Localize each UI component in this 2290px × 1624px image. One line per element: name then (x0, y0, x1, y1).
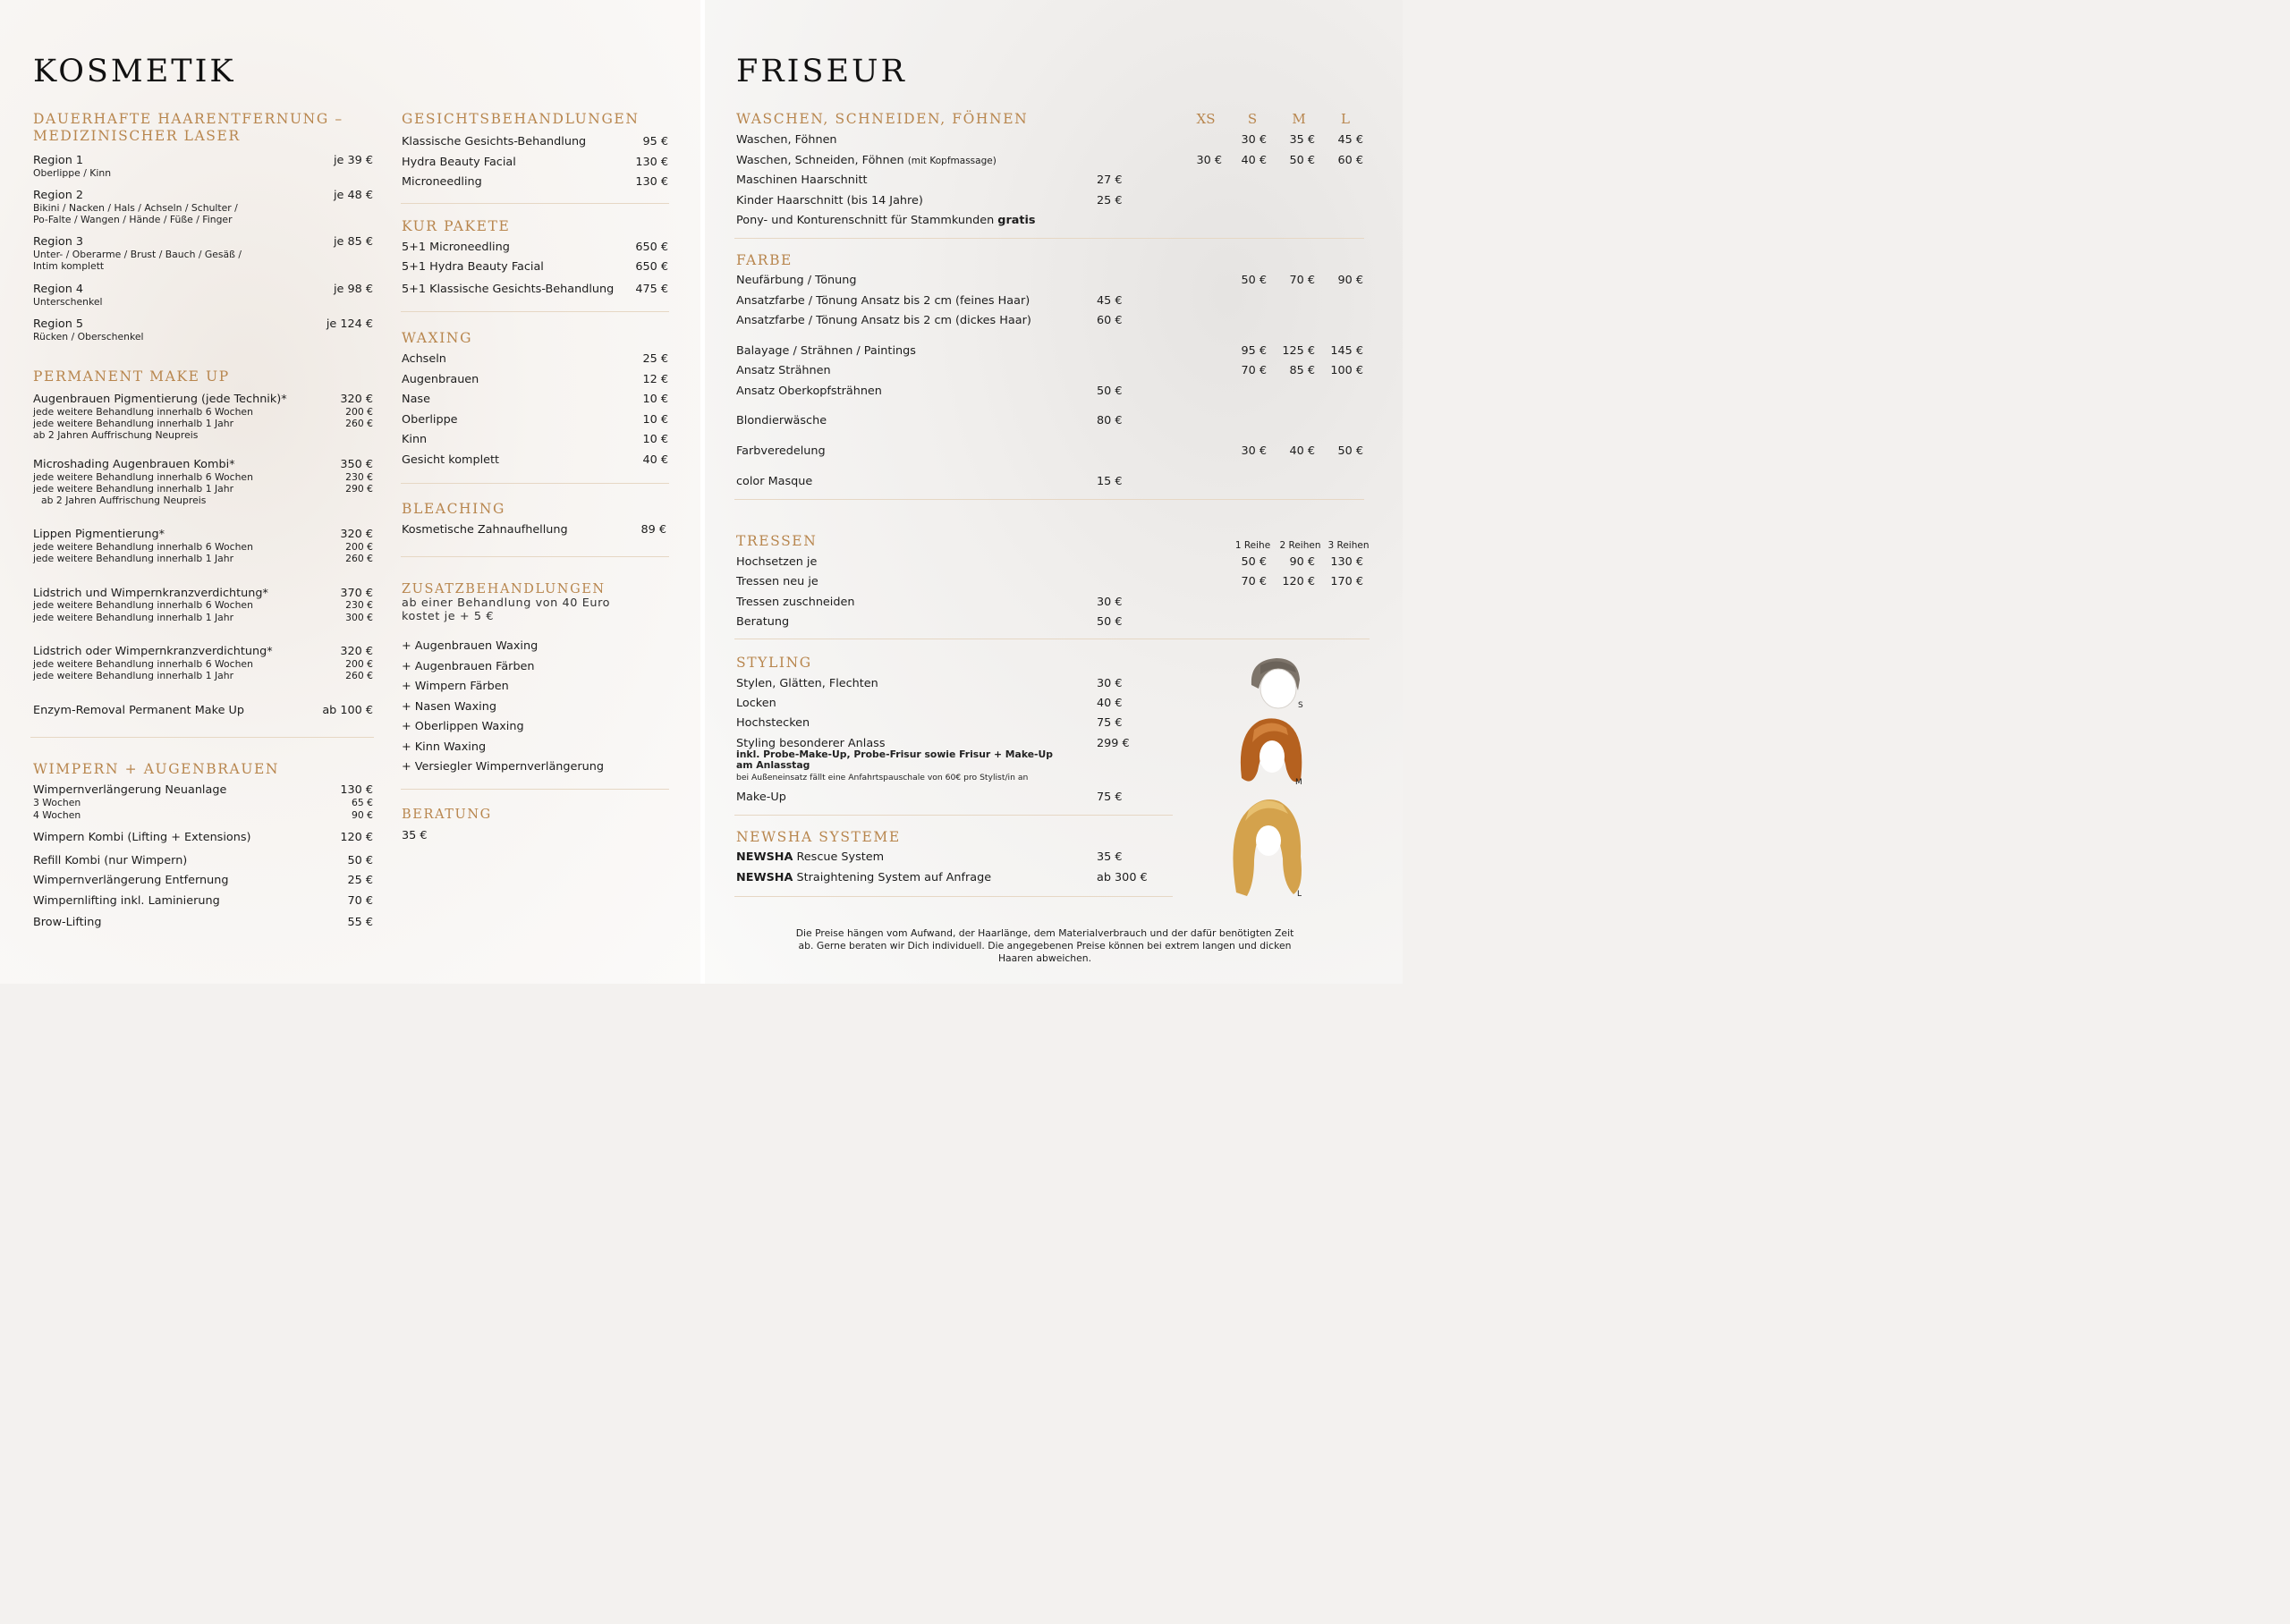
newsha1-price: 35 € (1097, 850, 1123, 864)
pmu3-sub1: jede weitere Behandlung innerhalb 6 Wochen (33, 541, 253, 553)
waschen2-name: Waschen, Schneiden, Föhnen (736, 154, 904, 167)
footer-line1: Die Preise hängen vom Aufwand, der Haarlänge, dem Materialverbrauch und der dafür benötigten Zeit (795, 927, 1294, 939)
pmu6-price: ab 100 € (322, 704, 373, 717)
farbe6-name: Ansatz Oberkopfsträhnen (736, 385, 882, 398)
divider (401, 311, 669, 312)
region5-name: Region 5 (33, 317, 84, 331)
laser-heading (33, 111, 344, 145)
tressen-heading: TRESSEN (736, 533, 818, 549)
farbe-heading: FARBE (736, 252, 793, 268)
wimpern5-name: Wimpernlifting inkl. Laminierung (33, 894, 220, 908)
anlass-note2: am Anlasstag (736, 759, 810, 771)
divider (30, 737, 374, 738)
newsha-heading: NEWSHA SYSTEME (736, 829, 901, 845)
region2-detail: Bikini / Nacken / Hals / Achseln / Schulter / (33, 202, 238, 214)
styling4-name: Styling besonderer Anlass (736, 737, 886, 750)
farbe8-s: 30 € (1241, 444, 1267, 458)
zusatz-item3: + Wimpern Färben (402, 680, 509, 693)
laser-heading-line2: MEDIZINISCHER LASER (33, 128, 241, 144)
tressen1-c3: 130 € (1330, 555, 1363, 569)
wimpern6-name: Brow-Lifting (33, 916, 102, 929)
region3-price: je 85 € (334, 235, 373, 249)
tressen4-name: Beratung (736, 615, 790, 629)
pmu6-name: Enzym-Removal Permanent Make Up (33, 704, 245, 717)
waschen2-s: 40 € (1241, 154, 1267, 167)
waxing4-price: 10 € (642, 413, 668, 427)
farbe1-l: 90 € (1337, 274, 1363, 287)
region4-name: Region 4 (33, 283, 84, 296)
waxing5-name: Kinn (402, 433, 428, 446)
pmu4-sub1-price: 230 € (345, 599, 373, 611)
farbe2-price: 45 € (1097, 294, 1123, 308)
styling-heading: STYLING (736, 655, 812, 671)
waxing1-name: Achseln (402, 352, 446, 366)
farbe7-price: 80 € (1097, 414, 1123, 427)
divider (734, 499, 1364, 500)
divider (401, 483, 669, 484)
col-xs: XS (1196, 111, 1216, 127)
wimpern4-price: 25 € (347, 874, 373, 887)
farbe1-name: Neufärbung / Tönung (736, 274, 857, 287)
wimpern3-price: 50 € (347, 854, 373, 867)
styling3-name: Hochstecken (736, 716, 810, 730)
zusatz-item6: + Kinn Waxing (402, 740, 487, 754)
region1-detail: Oberlippe / Kinn (33, 167, 112, 179)
kosmetik-title: KOSMETIK (33, 54, 236, 89)
kur1-price: 650 € (635, 241, 668, 254)
region3-name: Region 3 (33, 235, 84, 249)
friseur-title: FRISEUR (736, 54, 907, 89)
newsha1-row (736, 850, 884, 865)
tressen3-price: 30 € (1097, 596, 1123, 609)
tressen1-c1: 50 € (1241, 555, 1267, 569)
waschen2-xs: 30 € (1196, 154, 1222, 167)
region2-price: je 48 € (334, 189, 373, 202)
zusatz-heading: ZUSATZBEHANDLUNGEN (402, 582, 606, 596)
divider (401, 556, 669, 557)
tressen-col1: 1 Reihe (1234, 540, 1271, 551)
farbe2-name: Ansatzfarbe / Tönung Ansatz bis 2 cm (feines Haar) (736, 294, 1030, 308)
wimpern1-sub1-price: 65 € (351, 797, 373, 808)
wimpern3-name: Refill Kombi (nur Wimpern) (33, 854, 188, 867)
bleaching-heading: BLEACHING (402, 501, 506, 517)
pmu5-sub1-price: 200 € (345, 658, 373, 670)
tressen-col2: 2 Reihen (1279, 540, 1321, 551)
pmu4-sub1: jede weitere Behandlung innerhalb 6 Wochen (33, 599, 253, 611)
tressen2-c3: 170 € (1330, 575, 1363, 588)
newsha2-brand: NEWSHA (736, 871, 793, 884)
tressen3-name: Tressen zuschneiden (736, 596, 855, 609)
pmu5-sub2: jede weitere Behandlung innerhalb 1 Jahr (33, 670, 234, 681)
pmu2-price: 350 € (340, 458, 373, 471)
bleaching1-price: 89 € (640, 523, 666, 537)
waxing3-price: 10 € (642, 393, 668, 406)
wimpern1-price: 130 € (340, 783, 373, 797)
pmu3-sub2: jede weitere Behandlung innerhalb 1 Jahr (33, 553, 234, 564)
pmu1-sub1-price: 200 € (345, 406, 373, 418)
region1-price: je 39 € (334, 154, 373, 167)
newsha2-name: Straightening System auf Anfrage (793, 871, 992, 884)
divider (401, 203, 669, 204)
footer-line3: Haaren abweichen. (997, 952, 1092, 964)
newsha2-price: ab 300 € (1097, 871, 1148, 884)
region3-detail: Unter- / Oberarme / Brust / Bauch / Gesäß / (33, 249, 242, 260)
waxing-heading: WAXING (402, 330, 473, 346)
beratung-price: 35 € (402, 829, 428, 842)
region3-detail2: Intim komplett (33, 260, 105, 272)
farbe5-s: 70 € (1241, 364, 1267, 377)
wimpern1-sub1: 3 Wochen (33, 797, 81, 808)
waschen3-name: Maschinen Haarschnitt (736, 173, 868, 187)
farbe8-l: 50 € (1337, 444, 1363, 458)
farbe1-s: 50 € (1241, 274, 1267, 287)
pmu2-sub1-price: 230 € (345, 471, 373, 483)
styling5-name: Make-Up (736, 791, 786, 804)
wig-label-s: S (1298, 701, 1303, 710)
styling1-name: Stylen, Glätten, Flechten (736, 677, 878, 690)
gesicht2-name: Hydra Beauty Facial (402, 156, 516, 169)
zusatz-item4: + Nasen Waxing (402, 700, 496, 714)
waxing2-name: Augenbrauen (402, 373, 479, 386)
kur3-price: 475 € (635, 283, 668, 296)
region4-price: je 98 € (334, 283, 373, 296)
pmu5-sub2-price: 260 € (345, 670, 373, 681)
divider (734, 238, 1364, 239)
waxing4-name: Oberlippe (402, 413, 458, 427)
pmu2-sub1: jede weitere Behandlung innerhalb 6 Wochen (33, 471, 253, 483)
waschen5-row (736, 214, 1036, 228)
kosmetik-page (0, 0, 700, 984)
pmu3-sub1-price: 200 € (345, 541, 373, 553)
wimpern1-sub2: 4 Wochen (33, 809, 81, 821)
pmu4-price: 370 € (340, 587, 373, 600)
tressen4-price: 50 € (1097, 615, 1123, 629)
farbe6-price: 50 € (1097, 385, 1123, 398)
beratung-heading: BERATUNG (402, 808, 492, 822)
wimpern1-sub2-price: 90 € (351, 809, 373, 821)
anlass-note1: inkl. Probe-Make-Up, Probe-Frisur sowie Frisur + Make-Up (736, 749, 1054, 760)
region5-detail: Rücken / Oberschenkel (33, 331, 144, 343)
pmu-heading: PERMANENT MAKE UP (33, 368, 230, 385)
pmu1-price: 320 € (340, 393, 373, 406)
col-l: L (1341, 111, 1350, 127)
wimpern5-price: 70 € (347, 894, 373, 908)
waxing3-name: Nase (402, 393, 430, 406)
region1-name: Region 1 (33, 154, 84, 167)
pmu1-sub2: jede weitere Behandlung innerhalb 1 Jahr (33, 418, 234, 429)
gesicht3-price: 130 € (635, 175, 668, 189)
zusatz-item5: + Oberlippen Waxing (402, 720, 524, 733)
pmu3-sub2-price: 260 € (345, 553, 373, 564)
farbe5-name: Ansatz Strähnen (736, 364, 831, 377)
kur2-price: 650 € (635, 260, 668, 274)
kur2-name: 5+1 Hydra Beauty Facial (402, 260, 544, 274)
col-m: M (1292, 111, 1306, 127)
wimpern-heading: WIMPERN + AUGENBRAUEN (33, 761, 280, 777)
farbe8-name: Farbveredelung (736, 444, 826, 458)
styling2-name: Locken (736, 697, 776, 710)
styling2-price: 40 € (1097, 697, 1123, 710)
friseur-page (705, 0, 1403, 984)
kur-heading: KUR PAKETE (402, 218, 511, 234)
bleaching1-name: Kosmetische Zahnaufhellung (402, 523, 568, 537)
pmu5-sub1: jede weitere Behandlung innerhalb 6 Wochen (33, 658, 253, 670)
waxing1-price: 25 € (642, 352, 668, 366)
farbe5-m: 85 € (1289, 364, 1315, 377)
wig-short-icon (1239, 655, 1319, 713)
region4-detail: Unterschenkel (33, 296, 103, 308)
waschen2-m: 50 € (1289, 154, 1315, 167)
tressen1-name: Hochsetzen je (736, 555, 818, 569)
newsha2-row (736, 871, 991, 885)
waschen1-l: 45 € (1337, 133, 1363, 147)
tressen2-c2: 120 € (1282, 575, 1315, 588)
farbe4-l: 145 € (1330, 344, 1363, 358)
wig-long-icon (1227, 794, 1308, 901)
waxing2-price: 12 € (642, 373, 668, 386)
pmu2-name: Microshading Augenbrauen Kombi* (33, 458, 235, 471)
waschen1-name: Waschen, Föhnen (736, 133, 837, 147)
pmu4-sub2-price: 300 € (345, 612, 373, 623)
wig-label-l: L (1297, 890, 1302, 899)
pmu3-name: Lippen Pigmentierung* (33, 528, 165, 541)
divider (401, 789, 669, 790)
waschen-heading: WASCHEN, SCHNEIDEN, FÖHNEN (736, 111, 1029, 127)
tressen-col3: 3 Reihen (1327, 540, 1370, 551)
farbe9-price: 15 € (1097, 475, 1123, 488)
kur3-name: 5+1 Klassische Gesichts-Behandlung (402, 283, 615, 296)
wimpern6-price: 55 € (347, 916, 373, 929)
laser-heading-line1: DAUERHAFTE HAARENTFERNUNG – (33, 111, 344, 127)
farbe7-name: Blondierwäsche (736, 414, 827, 427)
divider (734, 896, 1173, 897)
waxing6-price: 40 € (642, 453, 668, 467)
zusatz-item1: + Augenbrauen Waxing (402, 639, 539, 653)
region2-detail2: Po-Falte / Wangen / Hände / Füße / Finger (33, 214, 233, 225)
pmu1-sub3: ab 2 Jahren Auffrischung Neupreis (33, 429, 199, 441)
zusatz-item2: + Augenbrauen Färben (402, 660, 535, 673)
farbe4-s: 95 € (1241, 344, 1267, 358)
tressen2-c1: 70 € (1241, 575, 1267, 588)
farbe3-price: 60 € (1097, 314, 1123, 327)
waschen2-l: 60 € (1337, 154, 1363, 167)
farbe9-name: color Masque (736, 475, 813, 488)
waxing5-price: 10 € (642, 433, 668, 446)
farbe3-name: Ansatzfarbe / Tönung Ansatz bis 2 cm (dickes Haar) (736, 314, 1031, 327)
gesicht1-price: 95 € (642, 135, 668, 148)
waschen3-price: 27 € (1097, 173, 1123, 187)
pmu2-sub2-price: 290 € (345, 483, 373, 495)
waschen1-m: 35 € (1289, 133, 1315, 147)
gesicht-heading: GESICHTSBEHANDLUNGEN (402, 111, 640, 127)
footer-note (776, 927, 1313, 965)
newsha1-brand: NEWSHA (736, 850, 793, 864)
farbe4-name: Balayage / Strähnen / Paintings (736, 344, 916, 358)
gesicht2-price: 130 € (635, 156, 668, 169)
wimpern4-name: Wimpernverlängerung Entfernung (33, 874, 229, 887)
pmu4-name: Lidstrich und Wimpernkranzverdichtung* (33, 587, 268, 600)
kur1-name: 5+1 Microneedling (402, 241, 510, 254)
wimpern2-name: Wimpern Kombi (Lifting + Extensions) (33, 831, 251, 844)
waschen5-name: Pony- und Konturenschnitt für Stammkunden (736, 214, 995, 227)
styling3-price: 75 € (1097, 716, 1123, 730)
farbe5-l: 100 € (1330, 364, 1363, 377)
wimpern2-price: 120 € (340, 831, 373, 844)
pmu5-price: 320 € (340, 645, 373, 658)
footer-line2: ab. Gerne beraten wir Dich individuell. Die angegebenen Preise können bei extrem langen und dicken (798, 940, 1292, 952)
waschen2-row (736, 154, 997, 168)
pmu1-sub1: jede weitere Behandlung innerhalb 6 Wochen (33, 406, 253, 418)
pmu1-name: Augenbrauen Pigmentierung (jede Technik)* (33, 393, 287, 406)
wig-label-m: M (1295, 778, 1302, 787)
anlass-note3: bei Außeneinsatz fällt eine Anfahrtspauschale von 60€ pro Stylist/in an (736, 773, 1029, 782)
waschen2-small: (mit Kopfmassage) (907, 156, 997, 166)
pmu1-sub2-price: 260 € (345, 418, 373, 429)
waschen4-name: Kinder Haarschnitt (bis 14 Jahre) (736, 194, 923, 207)
region2-name: Region 2 (33, 189, 84, 202)
tressen2-name: Tressen neu je (736, 575, 818, 588)
zusatz-item7: + Versiegler Wimpernverlängerung (402, 760, 605, 774)
gesicht3-name: Microneedling (402, 175, 482, 189)
divider (734, 815, 1173, 816)
gesicht1-name: Klassische Gesichts-Behandlung (402, 135, 587, 148)
waxing6-name: Gesicht komplett (402, 453, 500, 467)
region5-price: je 124 € (326, 317, 373, 331)
zusatz-intro1: ab einer Behandlung von 40 Euro (402, 596, 611, 610)
pmu5-name: Lidstrich oder Wimpernkranzverdichtung* (33, 645, 273, 658)
tressen1-c2: 90 € (1289, 555, 1315, 569)
styling4-price: 299 € (1097, 737, 1130, 750)
pmu4-sub2: jede weitere Behandlung innerhalb 1 Jahr (33, 612, 234, 623)
waschen1-s: 30 € (1241, 133, 1267, 147)
waschen4-price: 25 € (1097, 194, 1123, 207)
pmu2-sub3: ab 2 Jahren Auffrischung Neupreis (41, 495, 207, 506)
farbe1-m: 70 € (1289, 274, 1315, 287)
styling5-price: 75 € (1097, 791, 1123, 804)
waschen5-gratis: gratis (997, 214, 1036, 227)
col-s: S (1247, 111, 1258, 127)
pmu2-sub2: jede weitere Behandlung innerhalb 1 Jahr (33, 483, 234, 495)
zusatz-intro2: kostet je + 5 € (402, 610, 495, 623)
wimpern1-name: Wimpernverlängerung Neuanlage (33, 783, 227, 797)
styling1-price: 30 € (1097, 677, 1123, 690)
pmu3-price: 320 € (340, 528, 373, 541)
farbe4-m: 125 € (1282, 344, 1315, 358)
farbe8-m: 40 € (1289, 444, 1315, 458)
newsha1-name: Rescue System (793, 850, 885, 864)
